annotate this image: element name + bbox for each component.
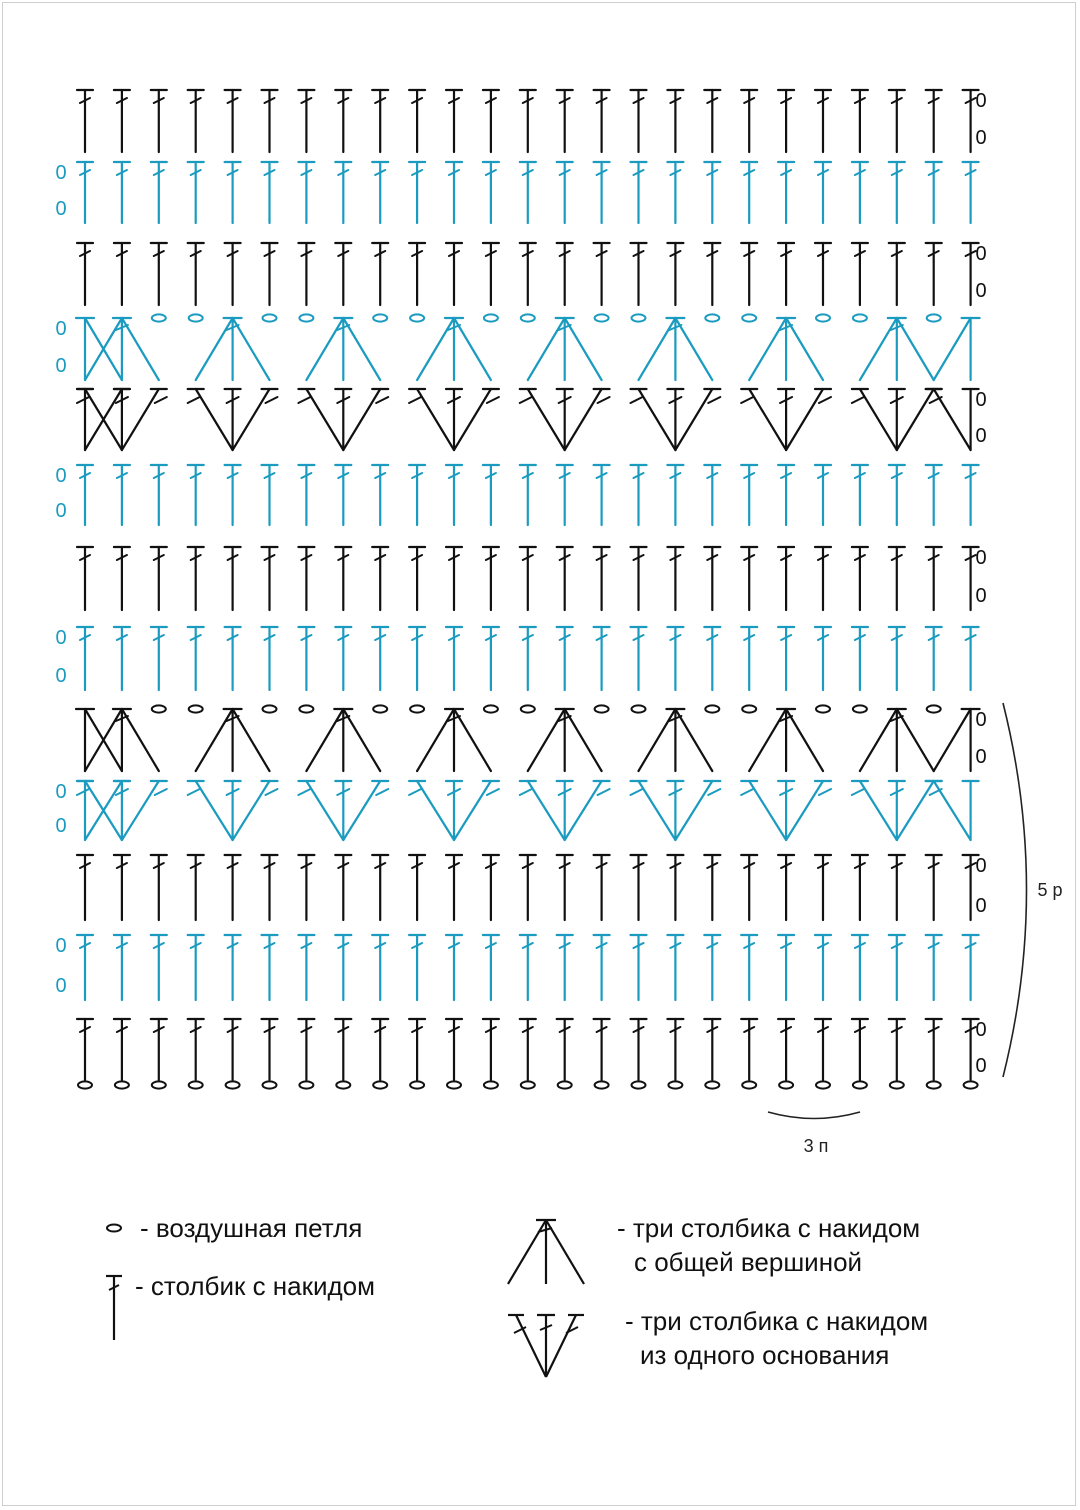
cluster-stitch xyxy=(343,709,380,771)
cluster-stitch xyxy=(454,318,491,380)
shell-stitch xyxy=(639,389,676,450)
shell-stitch xyxy=(196,389,233,450)
shell-slash xyxy=(155,397,167,403)
chain-stitch xyxy=(521,705,535,712)
cluster-stitch xyxy=(233,709,270,771)
cluster-stitch xyxy=(860,318,897,380)
shell-slash xyxy=(77,397,89,403)
turning-chain-label: 0 xyxy=(975,425,987,447)
repeat-width-bracket xyxy=(768,1112,860,1119)
shell-slash xyxy=(852,397,864,403)
chain-stitch xyxy=(779,1081,793,1088)
shell-stitch xyxy=(934,781,971,840)
chain-stitch xyxy=(189,1081,203,1088)
shell-slash xyxy=(409,789,421,795)
cluster-stitch-icon xyxy=(500,1212,590,1288)
legend-shell-label-1: - три столбика с накидом xyxy=(625,1306,929,1336)
chain-stitch xyxy=(668,1081,682,1088)
cluster-stitch xyxy=(639,709,676,771)
shell-stitch xyxy=(306,781,343,840)
shell-slash xyxy=(631,789,643,795)
legend-cluster-label-2: с общей вершиной xyxy=(634,1247,863,1277)
cluster-stitch xyxy=(675,318,712,380)
chain-stitch xyxy=(410,705,424,712)
cluster-stitch xyxy=(860,709,897,771)
double-crochet-icon xyxy=(100,1268,130,1344)
turning-chain-label: 0 xyxy=(55,935,67,957)
turning-chain-label: 0 xyxy=(975,127,987,149)
shell-stitch xyxy=(749,781,786,840)
cluster-stitch xyxy=(786,709,823,771)
chain-stitch xyxy=(299,314,313,321)
turning-chain-label: 0 xyxy=(55,781,67,803)
turning-chain-label: 0 xyxy=(55,815,67,837)
shell-slash xyxy=(852,789,864,795)
chain-stitch xyxy=(595,705,609,712)
cluster-stitch xyxy=(306,709,343,771)
shell-stitch xyxy=(196,781,233,840)
chain-stitch xyxy=(853,314,867,321)
chain-stitch xyxy=(373,1081,387,1088)
chain-stitch xyxy=(705,705,719,712)
shell-slash xyxy=(819,789,831,795)
chain-stitch xyxy=(152,705,166,712)
cluster-stitch xyxy=(675,709,712,771)
repeat-height-bracket xyxy=(1003,703,1027,1077)
cluster-stitch xyxy=(528,709,565,771)
turning-chain-label: 0 xyxy=(55,500,67,522)
turning-chain-label: 0 xyxy=(55,162,67,184)
legend-chain-label: - воздушная петля xyxy=(140,1213,363,1243)
cluster-stitch xyxy=(343,318,380,380)
chain-stitch xyxy=(78,1081,92,1088)
shell-slash xyxy=(598,789,610,795)
shell-slash xyxy=(77,789,89,795)
shell-slash xyxy=(708,789,720,795)
chain-stitch xyxy=(263,314,277,321)
turning-chain-label: 0 xyxy=(975,389,987,411)
chain-stitch xyxy=(853,1081,867,1088)
turning-chain-label: 0 xyxy=(975,243,987,265)
shell-slash xyxy=(298,397,310,403)
shell-slash xyxy=(741,789,753,795)
turning-chain-label: 0 xyxy=(975,585,987,607)
cluster-stitch xyxy=(196,318,233,380)
chain-stitch xyxy=(595,1081,609,1088)
shell-slash xyxy=(708,397,720,403)
turning-chain-label: 0 xyxy=(975,1055,987,1077)
shell-slash xyxy=(487,789,499,795)
cluster-stitch xyxy=(897,709,934,771)
shell-slash xyxy=(520,789,532,795)
cluster-stitch xyxy=(417,318,454,380)
shell-stitch xyxy=(417,781,454,840)
shell-stitch xyxy=(528,781,565,840)
chain-stitch xyxy=(226,1081,240,1088)
chain-stitch xyxy=(299,705,313,712)
chain-stitch xyxy=(705,314,719,321)
chain-stitch xyxy=(890,1081,904,1088)
chain-stitch xyxy=(115,1081,129,1088)
shell-stitch xyxy=(417,389,454,450)
chain-stitch xyxy=(263,1081,277,1088)
turning-chain-label: 0 xyxy=(975,746,987,768)
cluster-stitch xyxy=(306,318,343,380)
turning-chain-label: 0 xyxy=(55,627,67,649)
shell-slash xyxy=(631,397,643,403)
chain-stitch xyxy=(152,314,166,321)
chain-stitch xyxy=(410,1081,424,1088)
shell-slash xyxy=(188,789,200,795)
chain-stitch xyxy=(742,705,756,712)
turning-chain-label: 0 xyxy=(975,709,987,731)
shell-slash xyxy=(741,397,753,403)
cluster-stitch xyxy=(934,318,971,380)
chain-stitch xyxy=(927,1081,941,1088)
chain-stitch xyxy=(189,705,203,712)
cluster-stitch xyxy=(934,709,971,771)
chain-stitch xyxy=(373,705,387,712)
chain-stitch xyxy=(632,314,646,321)
shell-slash xyxy=(487,397,499,403)
shell-stitch-icon xyxy=(500,1305,600,1381)
cluster-stitch xyxy=(122,709,159,771)
legend-cluster-label-1: - три столбика с накидом xyxy=(617,1213,921,1243)
chain-stitch xyxy=(816,314,830,321)
chain-stitch xyxy=(152,1081,166,1088)
cluster-stitch xyxy=(639,318,676,380)
turning-chain-label: 0 xyxy=(55,975,67,997)
turning-chain-label: 0 xyxy=(975,855,987,877)
cluster-stitch xyxy=(749,318,786,380)
chain-stitch xyxy=(299,1081,313,1088)
cluster-stitch xyxy=(565,709,602,771)
shell-slash xyxy=(376,397,388,403)
chain-stitch xyxy=(521,1081,535,1088)
shell-stitch xyxy=(528,389,565,450)
cluster-stitch xyxy=(233,318,270,380)
chain-stitch xyxy=(816,1081,830,1088)
chain-stitch xyxy=(964,1081,978,1088)
chain-stitch xyxy=(263,705,277,712)
shell-stitch xyxy=(860,781,897,840)
turning-chain-label: 0 xyxy=(975,280,987,302)
chain-stitch xyxy=(632,705,646,712)
shell-slash xyxy=(266,789,278,795)
cluster-stitch xyxy=(528,318,565,380)
cluster-stitch xyxy=(122,318,159,380)
cluster-stitch xyxy=(565,318,602,380)
shell-slash xyxy=(819,397,831,403)
shell-slash xyxy=(409,397,421,403)
shell-stitch xyxy=(860,389,897,450)
chain-stitch xyxy=(816,705,830,712)
chain-stitch xyxy=(484,314,498,321)
shell-slash xyxy=(266,397,278,403)
legend-dc-label: - столбик с накидом xyxy=(135,1271,376,1301)
turning-chain-label: 0 xyxy=(55,465,67,487)
legend-shell-label-2: из одного основания xyxy=(640,1340,890,1370)
shell-slash xyxy=(298,789,310,795)
shell-stitch xyxy=(934,389,971,450)
cluster-stitch xyxy=(454,709,491,771)
turning-chain-label: 0 xyxy=(975,895,987,917)
shell-stitch xyxy=(306,389,343,450)
chain-stitch xyxy=(447,1081,461,1088)
repeat-height-label: 5 р xyxy=(1037,880,1063,900)
chain-stitch xyxy=(927,705,941,712)
chain-stitch xyxy=(336,1081,350,1088)
shell-slash xyxy=(520,397,532,403)
chain-stitch xyxy=(632,1081,646,1088)
shell-slash xyxy=(155,789,167,795)
cluster-stitch xyxy=(196,709,233,771)
turning-chain-label: 0 xyxy=(55,318,67,340)
chain-stitch xyxy=(927,314,941,321)
shell-stitch xyxy=(749,389,786,450)
chain-stitch xyxy=(742,314,756,321)
chain-stitch xyxy=(595,314,609,321)
cluster-stitch xyxy=(786,318,823,380)
turning-chain-label: 0 xyxy=(55,198,67,220)
chain-stitch xyxy=(705,1081,719,1088)
turning-chain-label: 0 xyxy=(55,355,67,377)
cluster-stitch xyxy=(897,318,934,380)
cluster-stitch xyxy=(417,709,454,771)
chain-stitch xyxy=(521,314,535,321)
chain-stitch-icon xyxy=(100,1218,130,1238)
turning-chain-label: 0 xyxy=(975,547,987,569)
shell-stitch xyxy=(639,781,676,840)
chain-stitch xyxy=(373,314,387,321)
turning-chain-label: 0 xyxy=(975,90,987,112)
chain-stitch xyxy=(558,1081,572,1088)
chain-stitch xyxy=(484,1081,498,1088)
cluster-stitch xyxy=(749,709,786,771)
shell-slash xyxy=(376,789,388,795)
chain-stitch xyxy=(484,705,498,712)
chain-stitch xyxy=(742,1081,756,1088)
shell-slash xyxy=(188,397,200,403)
turning-chain-label: 0 xyxy=(55,665,67,687)
turning-chain-label: 0 xyxy=(975,1019,987,1041)
chain-stitch xyxy=(189,314,203,321)
shell-slash xyxy=(598,397,610,403)
chain-stitch xyxy=(410,314,424,321)
chain-stitch xyxy=(853,705,867,712)
repeat-width-label: 3 п xyxy=(803,1136,829,1156)
